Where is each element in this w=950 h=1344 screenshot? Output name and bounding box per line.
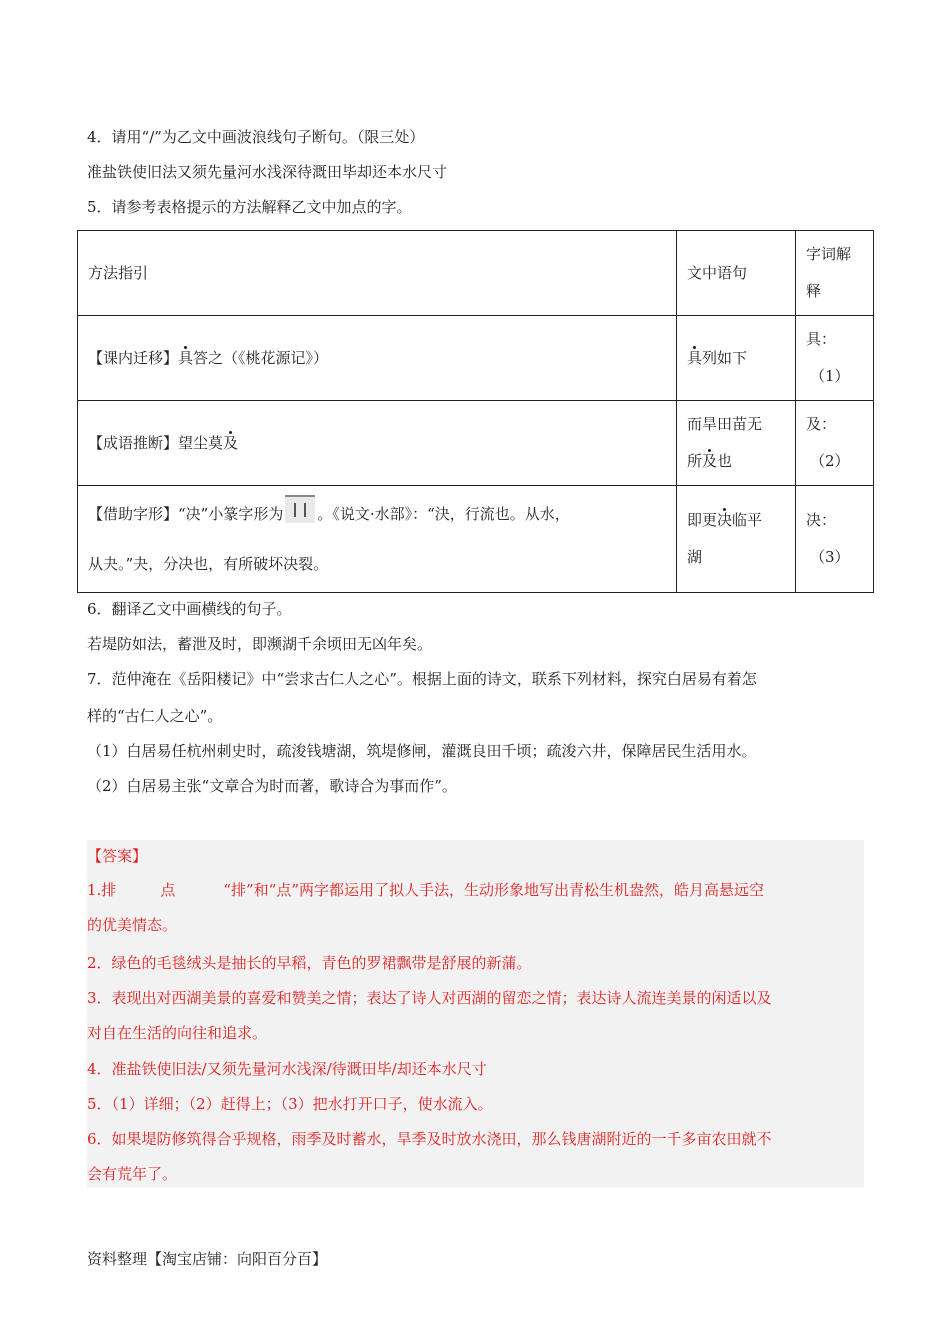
footer-source: 资料整理【淘宝店铺：向阳百分百】 (87, 1250, 328, 1268)
header-sentence: 文中语句 (677, 231, 796, 316)
answer-6-line1: 6．如果堤防修筑得合乎规格，雨季及时蓄水，旱季及时放水浇田，那么钱唐湖附近的一千多亩农田就不 (87, 1130, 772, 1148)
row2-sentence (677, 401, 796, 486)
row1-sentence (677, 316, 796, 401)
header-explain-line1: 字词解 (806, 245, 852, 263)
q4-sentence: 准盐铁使旧法又须先量河水浅深待溉田毕却还本水尺寸 (87, 163, 448, 181)
header-explain-line2: 释 (806, 282, 822, 300)
header-explain (796, 231, 874, 316)
table-row (78, 401, 874, 486)
row3-method-line2: 从夬。”夬，分决也，有所破坏决裂。 (88, 555, 329, 573)
row3-method-line1-b: 。《说文·水部》：“決，行流也。从水， (317, 505, 570, 523)
q6-sentence: 若堤防如法，蓄泄及时，即濒湖千余顷田无凶年矣。 (87, 635, 433, 653)
answer-5: 5．（1）详细；（2）赶得上；（3）把水打开口子，使水流入。 (87, 1095, 493, 1113)
row2-method-dot-char: 及 (223, 433, 239, 452)
table-row (78, 486, 874, 593)
answer-1-rest: “排”和“点”两字都运用了拟人手法，生动形象地写出青松生机盎然，皓月高悬远空 (223, 881, 765, 899)
row2-sentence-pre: 所 (687, 452, 703, 470)
answer-4: 4．准盐铁使旧法/又须先量河水浅深/待溉田毕/却还本水尺寸 (87, 1060, 487, 1078)
row3-sentence-post: 临平 (732, 511, 763, 529)
row3-method (78, 486, 677, 593)
row1-method-dot-char: 具 (178, 348, 194, 367)
row2-blank: （2） (810, 452, 850, 470)
row2-method (78, 401, 677, 486)
answer-6-line2: 会有荒年了。 (87, 1165, 178, 1183)
row2-sentence-post: 也 (717, 452, 733, 470)
row2-sentence-dot-char: 及 (702, 452, 718, 470)
row3-word: 决： (806, 511, 837, 529)
method-table (77, 230, 874, 593)
table-header-row (78, 231, 874, 316)
q7-material1: （1）白居易任杭州刺史时，疏浚钱塘湖，筑堤修闸，灌溉良田千顷；疏浚六井，保障居民生活用水。 (87, 742, 757, 760)
answer-3-line1: 3．表现出对西湖美景的喜爱和赞美之情；表达了诗人对西湖的留恋之情；表达诗人流连美景的闲适以及 (87, 989, 772, 1007)
row1-method (78, 316, 677, 401)
row3-sentence-pre: 即更 (687, 511, 718, 529)
seal-script-glyph-icon (285, 495, 315, 523)
answer-1-num: 1.排 (87, 881, 117, 899)
row3-sentence-line2: 湖 (687, 548, 703, 566)
q7-material2: （2）白居易主张“文章合为时而著，歌诗合为事而作”。 (87, 777, 457, 795)
answer-heading: 【答案】 (87, 847, 148, 865)
row1-explain (796, 316, 874, 401)
row2-method-prefix: 【成语推断】望尘莫 (88, 433, 224, 452)
row1-word: 具： (806, 330, 837, 348)
answer-1-line1 (87, 879, 764, 901)
row2-sentence-line1: 而旱田苗无 (687, 415, 763, 433)
row3-method-line1-a: 【借助字形】“决”小篆字形为 (88, 505, 284, 523)
row3-sentence-dot-char: 决 (717, 511, 733, 529)
answer-1-line2: 的优美情态。 (87, 916, 178, 934)
q5-prompt: 5．请参考表格提示的方法解释乙文中加点的字。 (87, 198, 412, 216)
row1-sentence-dot-char: 具 (687, 348, 703, 367)
row1-sentence-rest: 列如下 (702, 348, 748, 367)
header-method: 方法指引 (78, 231, 677, 316)
answer-3-line2: 对自在生活的向往和追求。 (87, 1024, 268, 1042)
row3-sentence (677, 486, 796, 593)
row2-word: 及： (806, 415, 837, 433)
q7-prompt-line1: 7．范仲淹在《岳阳楼记》中“尝求古仁人之心”。根据上面的诗文，联系下列材料，探究白居易有着怎 (87, 670, 757, 688)
row3-explain (796, 486, 874, 593)
row2-sentence-line2 (687, 443, 785, 480)
row3-sentence-line1 (687, 502, 785, 539)
q7-prompt-line2: 样的“古仁人之心”。 (87, 707, 223, 725)
answer-1-word2: 点 (160, 881, 176, 899)
q4-prompt: 4．请用“/”为乙文中画波浪线句子断句。（限三处） (87, 128, 425, 146)
table-row (78, 316, 874, 401)
answer-2: 2．绿色的毛毯绒头是抽长的早稻，青色的罗裙飘带是舒展的新蒲。 (87, 954, 532, 972)
row3-blank: （3） (810, 548, 850, 566)
row2-explain (796, 401, 874, 486)
row1-blank: （1） (810, 367, 850, 385)
row1-method-prefix: 【课内迁移】 (88, 348, 179, 367)
q6-prompt: 6．翻译乙文中画横线的句子。 (87, 600, 292, 618)
row1-method-rest: 答之（《桃花源记》） (193, 348, 329, 367)
row3-method-line1 (88, 489, 666, 539)
